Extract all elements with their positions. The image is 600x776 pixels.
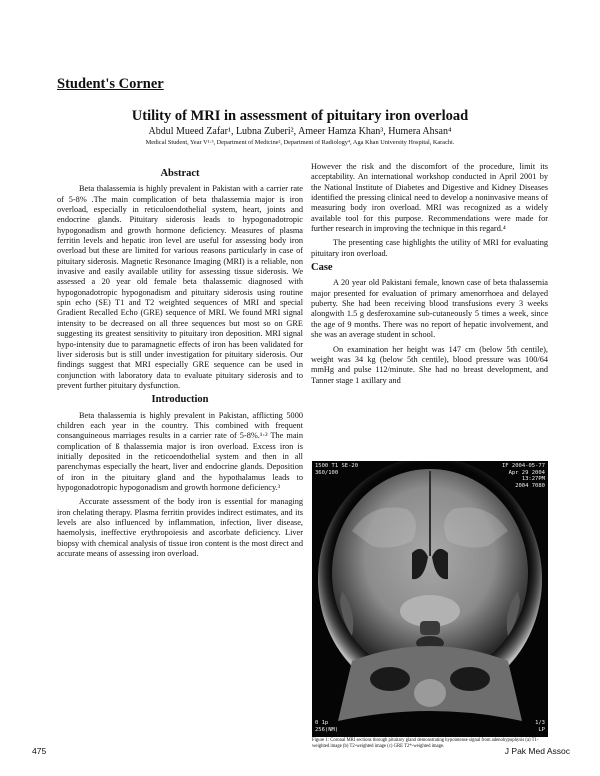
abstract-text: Beta thalassemia is highly prevalent in Pakistan with a carrier rate of 5-8% .The main complication of beta thalassemia major is iron overload, especially in reticuloendothelial system, heart, joints and endocrine glands. Pituitary siderosis leads to hypogonadotropic hypogonadism and growth hormone deficiency. Measures of plasma ferritin levels and hepatic iron level are useful for assessing body iron overload but these are limited for various reasons particularly in case of pituitary siderosis. Magnetic Resonance Imaging (MRI) is a reliable, non invasive and easily available utility for assessing tissue siderosis. We assessed a 20 year old female beta thalassemic diagnosed with hypogonadotropic hypogonadism and pituitary siderosis using routine spin echo (SE) T1 and T2 weighted sequences of MRI and special Gradient Recalled Echo (GRE) sequence of MRI. We found MRI signal intensity to be decreased on all three sequences but most so on GRE suggesting its greatest sensitivity to pituitary iron deposition. MRI signal hypo-intensity due to paramagnetic effects of iron has been validated for liver siderosis but is still under investigation for pituitary siderosis. Our findings suggest that MRI especially GRE sequence can be used in conjunction with laboratory data to evaluate pituitary siderosis and to prevent further pituitary dysfunction. (57, 184, 303, 390)
scan-overlay-bottom-left: 0 1p 256(NM) (315, 720, 339, 733)
right-column (311, 162, 548, 390)
case-paragraph-1: A 20 year old Pakistani female, known case of beta thalassemia major presented for evaluation of primary amenorrhoea and delayed puberty. She had been receiving blood transfusions every 3 weeks alongwith 1.5 g desferoxamine sub-cutaneously 5 times a week, since the age of 9 months. There was no report of hepatic involvement, and she was an average student in school. (311, 278, 548, 340)
figure-caption: Figure 1: Coronal MRI sections through pituitary gland demonstrating hypointense signal from adenohypophysis (a) T1-weighted image (b) T2-weighted image (c) GRE T2*-weighted image. (312, 738, 539, 749)
authors: Abdul Mueed Zafar¹, Lubna Zuberi², Ameer Hamza Khan³, Humera Ahsan⁴ (148, 126, 452, 137)
abstract-heading: Abstract (160, 168, 200, 179)
intro-closing-paragraph: The presenting case highlights the utility of MRI for evaluating pituitary iron overload. (311, 238, 548, 258)
intro-continued-paragraph: However the risk and the discomfort of the procedure, limit its acceptability. An international workshop conducted in April 2001 by the National Institute of Diabetes and Digestive and Kidney Diseases identified the pressing clinical need to develop a noninvasive means of measuring body iron overload. MRI was recognized as a widely available tool for this purpose. Recommendations were made for further research in improving the technique in this regard.⁴ (311, 162, 548, 234)
introduction-paragraph-2: Accurate assessment of the body iron is essential for managing iron chelating therapy. Plasma ferritin provides indirect estimates, and its levels are also influenced by inflammation, infection, liver disease, haemolysis, ineffective erythropoiesis and ascorbate deficiency. Liver biopsy with chemical analysis of tissue iron content is the most direct and accurate means of assessing iron overload. (57, 497, 303, 559)
introduction-heading: Introduction (151, 394, 209, 406)
scan-overlay-top-right: IF 2004-05-77 Apr 29 2004 13:27PM 2004 7080 (501, 463, 545, 489)
journal-name: J Pak Med Assoc (504, 746, 570, 756)
section-label: Student's Corner (57, 76, 164, 92)
mri-scan-image (312, 461, 548, 737)
mri-figure (312, 461, 548, 737)
case-paragraph-2: On examination her height was 147 cm (below 5th centile), weight was 34 kg (below 5th centile), blood pressure was 100/64 mmHg and pulse 112/minute. She had no breast development, and Tanner stage 1 axillary and (311, 344, 548, 385)
case-heading: Case (311, 262, 333, 274)
page-number: 475 (32, 746, 47, 756)
left-column (57, 166, 303, 563)
introduction-paragraph-1: Beta thalassemia is highly prevalent in Pakistan, afflicting 5000 children each year in the country. This combined with frequent consanguineous marriages results in a carrier rate of 5-8%.¹·² The main complication of ß thalassemia major is iron overload. Excess iron is initially deposited in the reticoendothelial system and then in all parenchymas especially the heart, liver and endocrine glands. Deposition of iron in the pituitary gland and the hypothalamus leads to hypogonadotropic hypogonadism and growth hormone deficiency.³ (57, 410, 303, 492)
affiliations: Medical Student, Year V¹·³, Department of Medicine², Department of Radiology⁴, Aga Khan University Hospital, Karachi. (145, 139, 455, 146)
article-title: Utility of MRI in assessment of pituitary iron overload (131, 108, 469, 124)
scan-overlay-top-left: 1500 T1 SE-20 360/100 (315, 463, 359, 476)
scan-overlay-bottom-right: 1/3 LP (535, 720, 545, 733)
